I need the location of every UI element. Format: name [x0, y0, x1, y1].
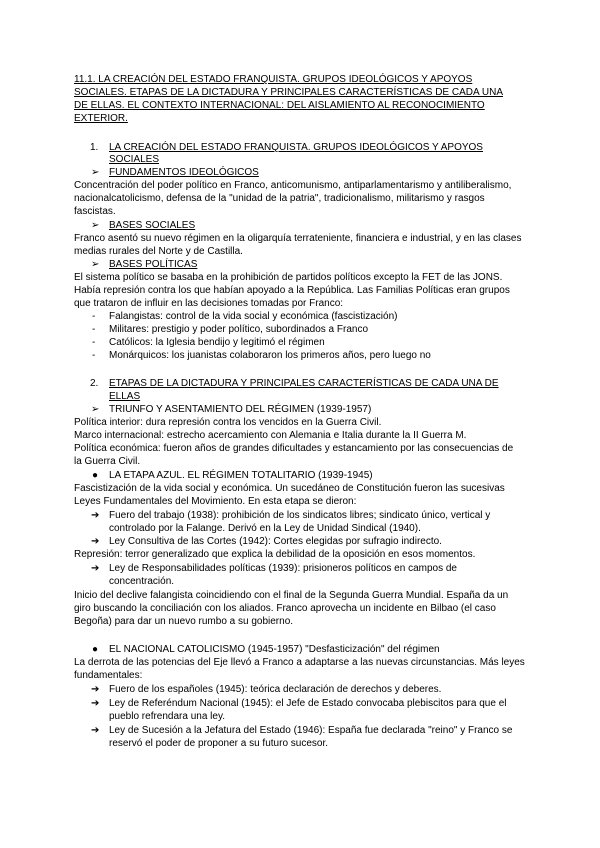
paragraph-line: Política económica: fueron años de grandes dificultades y estancamiento por las consecuencias de	[74, 443, 514, 454]
paragraph-line: que trataron de influir en las decisiones tomadas por Franco:	[74, 298, 344, 309]
section-heading: LA CREACIÓN DEL ESTADO FRANQUISTA. GRUPOS IDEOLÓGICOS Y APOYOS	[109, 142, 483, 153]
section-heading: ELLAS	[109, 391, 141, 402]
arrow-icon: ➔	[91, 510, 100, 521]
arrow-item-line: Ley Consultiva de las Cortes (1942): Cortes elegidas por sufragio indirecto.	[109, 536, 442, 547]
arrowhead-icon: ➢	[91, 259, 100, 270]
dash-bullet: -	[92, 311, 96, 322]
paragraph-line: Marco internacional: estrecho acercamiento con Alemania e Italia durante la II Guerra M.	[74, 430, 467, 441]
arrow-item-line: reservó el poder de proponer a su futuro sucesor.	[109, 738, 329, 749]
paragraph-line: Fascistización de la vida social y económica. Un sucedáneo de Constitución fueron las sucesivas	[74, 483, 505, 494]
paragraph-line: fundamentales:	[74, 670, 143, 681]
dash-bullet: -	[92, 337, 96, 348]
paragraph-line: Represión: terror generalizado que explica la debilidad de la oposición en esos momentos.	[74, 549, 476, 560]
arrow-icon: ➔	[91, 684, 100, 695]
arrowhead-icon: ➢	[91, 167, 100, 178]
arrow-item-line: Ley de Sucesión a la Jefatura del Estado (1946): España fue declarada "reino" y Franco se	[109, 725, 513, 736]
paragraph-line: Concentración del poder político en Franco, anticomunismo, antiparlamentarismo y antiliberalismo,	[74, 180, 512, 191]
arrow-item-line: Ley de Referéndum Nacional (1945): el Jefe de Estado convocaba plebiscitos para que el	[109, 698, 507, 709]
arrow-item-line: Ley de Responsabilidades políticas (1939): prisioneros políticos en campos de	[109, 563, 457, 574]
arrow-item-line: concentración.	[109, 576, 175, 587]
list-item: Militares: prestigio y poder político, subordinados a Franco	[109, 324, 369, 335]
subheading-triunfo: TRIUNFO Y ASENTAMIENTO DEL RÉGIMEN (1939-1957)	[109, 404, 372, 415]
paragraph-line: La derrota de las potencias del Eje llevó a Franco a adaptarse a las nuevas circunstancias. Más leyes	[74, 657, 525, 668]
arrow-item-line: pueblo refrendara una ley.	[109, 711, 226, 722]
dash-bullet: -	[92, 324, 96, 335]
arrowhead-icon: ➢	[91, 404, 100, 415]
arrow-icon: ➔	[91, 563, 100, 574]
paragraph-line: Había represión contra los que habían apoyado a la República. Las Familias Políticas eran grupos	[74, 285, 510, 296]
list-item: Católicos: la Iglesia bendijo y legitimó el régimen	[109, 337, 325, 348]
subheading-bases-sociales: BASES SOCIALES	[109, 220, 196, 231]
arrow-icon: ➔	[91, 725, 100, 736]
paragraph-line: fascistas.	[74, 206, 116, 217]
paragraph-line: la Guerra Civil.	[74, 456, 141, 467]
paragraph-line: Inicio del declive falangista coincidiendo con el final de la Segunda Guerra Mundial. España da un	[74, 590, 509, 601]
arrowhead-icon: ➢	[91, 220, 100, 231]
list-item: Falangistas: control de la vida social y económica (fascistización)	[109, 311, 398, 322]
bullet-dot-icon: ●	[92, 644, 99, 655]
section-heading: ETAPAS DE LA DICTADURA Y PRINCIPALES CARACTERÍSTICAS DE CADA UNA DE	[109, 378, 499, 389]
subheading-etapa-azul: LA ETAPA AZUL. EL RÉGIMEN TOTALITARIO (1939-1945)	[109, 470, 373, 481]
subheading-nacional-catolicismo: EL NACIONAL CATOLICISMO (1945-1957) "Desfasticización" del régimen	[109, 644, 440, 655]
paragraph-line: Begoña) para dar un nuevo rumbo a su gobierno.	[74, 616, 294, 627]
paragraph-line: nacionalcatolicismo, defensa de la "unidad de la patria", tradicionalismo, militarismo y rasgos	[74, 193, 485, 204]
arrow-icon: ➔	[91, 536, 100, 547]
paragraph-line: Leyes Fundamentales del Movimiento. En esta etapa se dieron:	[74, 496, 357, 507]
paragraph-line: El sistema político se basaba en la prohibición de partidos políticos excepto la FET de las JONS.	[74, 272, 503, 283]
arrow-item-line: Fuero de los españoles (1945): teórica declaración de derechos y deberes.	[109, 684, 442, 695]
title-line: 11.1. LA CREACIÓN DEL ESTADO FRANQUISTA. GRUPOS IDEOLÓGICOS Y APOYOS	[74, 74, 473, 85]
arrow-icon: ➔	[91, 698, 100, 709]
bullet-dot-icon: ●	[92, 470, 99, 481]
paragraph-line: giro buscando la conciliación con los aliados. Franco aprovecha un incidente en Bilbao (el caso	[74, 603, 496, 614]
dash-bullet: -	[92, 350, 96, 361]
section-number: 2.	[90, 378, 99, 389]
paragraph-line: Franco asentó su nuevo régimen en la oligarquía terrateniente, financiera e industrial, y en las clases	[74, 233, 522, 244]
paragraph-line: medias rurales del Norte y de Castilla.	[74, 246, 243, 257]
list-item: Monárquicos: los juanistas colaboraron los primeros años, pero luego no	[109, 350, 431, 361]
title-line: DE ELLAS. EL CONTEXTO INTERNACIONAL: DEL AISLAMIENTO AL RECONOCIMIENTO	[74, 100, 485, 111]
subheading-bases-politicas: BASES POLÍTICAS	[109, 259, 198, 270]
section-heading: SOCIALES	[109, 154, 160, 165]
subheading-fundamentos: FUNDAMENTOS IDEOLÓGICOS	[109, 167, 259, 178]
paragraph-line: Política interior: dura represión contra los vencidos en la Guerra Civil.	[74, 417, 382, 428]
title-line: EXTERIOR.	[74, 113, 128, 124]
arrow-item-line: Fuero del trabajo (1938): prohibición de los sindicatos libres; sindicato único, vertical y	[109, 510, 491, 521]
arrow-item-line: controlado por la Falange. Derivó en la Ley de Unidad Sindical (1940).	[109, 523, 421, 534]
title-line: SOCIALES. ETAPAS DE LA DICTADURA Y PRINCIPALES CARACTERÍSTICAS DE CADA UNA	[74, 87, 504, 98]
section-number: 1.	[90, 142, 99, 153]
